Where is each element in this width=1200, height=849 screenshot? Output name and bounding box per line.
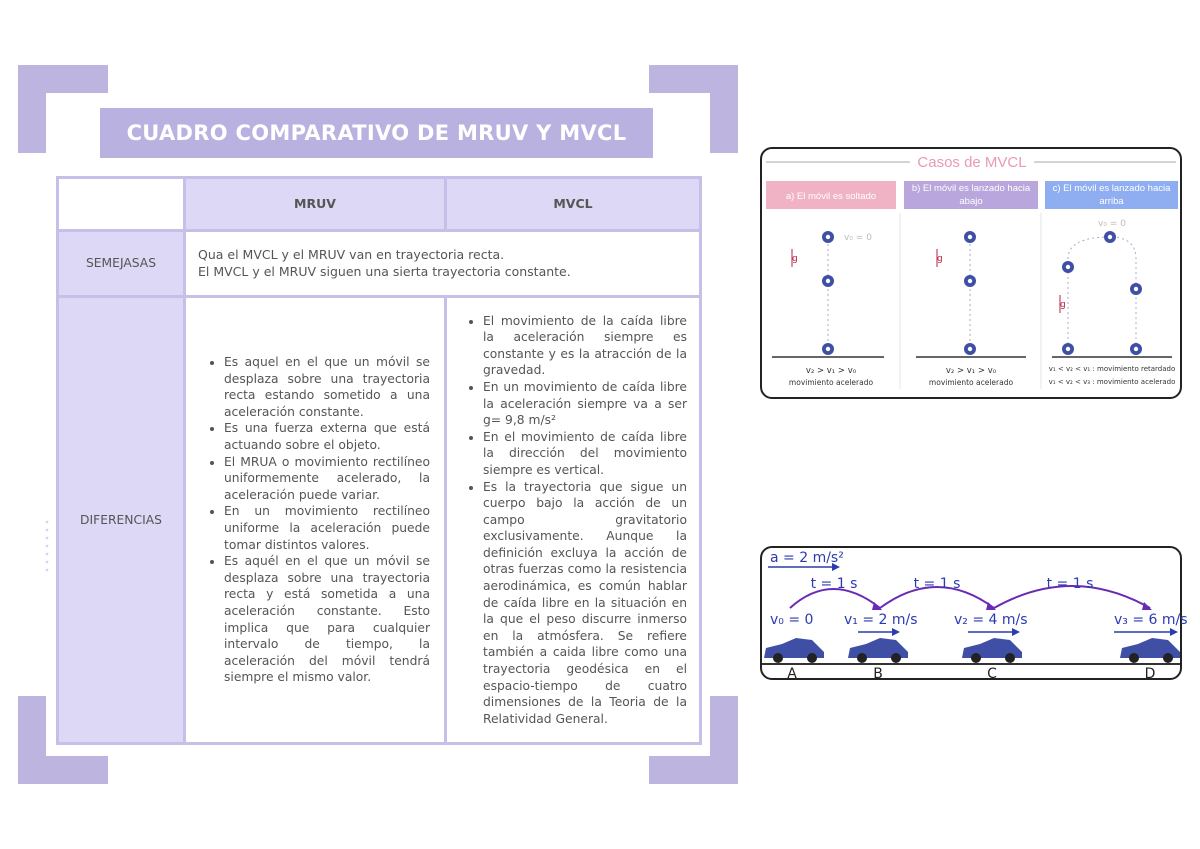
caption-b: movimiento acelerado xyxy=(928,378,1014,387)
case-b-diagram xyxy=(916,231,1026,387)
mruv-list xyxy=(208,354,430,686)
formula-b: v₂ > v₁ > v₀ xyxy=(945,366,997,376)
point-a: A xyxy=(787,666,797,682)
semejanza-line: Qua el MVCL y el MRUV van en trayectoria recta. xyxy=(198,246,505,262)
mruv-differences-cell xyxy=(185,297,446,744)
header-mvcl: MVCL xyxy=(446,178,701,231)
formula-c2: v₁ < v₂ < v₃ : movimiento acelerado xyxy=(1048,378,1176,386)
caption-a: movimiento acelerado xyxy=(788,378,874,387)
comparison-table xyxy=(56,176,702,745)
t1-label: t = 1 s xyxy=(810,576,858,592)
row-label-diferencias: DIFERENCIAS xyxy=(58,297,185,744)
car-a xyxy=(764,638,824,663)
frame-corner-top-left-v xyxy=(18,65,46,153)
car-b xyxy=(848,638,908,663)
list-item: • El movimiento de la caída libre la aceleración siempre es constante y es la atracción de la gravedad. xyxy=(483,313,687,379)
list-item: • El MRUA o movimiento rectilíneo uniformemente acelerado, la aceleración puede variar. xyxy=(224,454,430,504)
mruv-cars-svg xyxy=(762,548,1188,682)
point-b: B xyxy=(873,666,883,682)
page-title xyxy=(100,108,653,158)
g-label-a: g xyxy=(792,254,798,264)
v2-label: v₂ = 4 m/s xyxy=(954,612,1028,628)
semejanza-line: El MVCL y el MRUV siguen una sierta trayectoria constante. xyxy=(198,263,571,279)
v1-label: v₁ = 2 m/s xyxy=(844,612,918,628)
mvcl-list xyxy=(467,313,687,728)
page-title-text: CUADRO COMPARATIVO DE MRUV Y MVCL xyxy=(126,121,627,145)
table-row-diferencias xyxy=(58,297,701,744)
case-c-label: c) El móvil es lanzado hacia arriba xyxy=(1052,183,1171,207)
mvcl-cases-figure xyxy=(760,147,1182,399)
formula-c1: v₁ < v₂ < v₁ : movimiento retardado xyxy=(1048,365,1176,373)
list-item: • En un movimiento rectilíneo uniforme la aceleración puede tomar distintos valores. xyxy=(224,503,430,553)
point-d: D xyxy=(1144,666,1156,682)
table-row-semejanzas xyxy=(58,231,701,297)
case-a-diagram xyxy=(772,231,884,387)
row-label-semejanzas: SEMEJASAS xyxy=(58,231,185,297)
case-a-label: a) El móvil es soltado xyxy=(785,191,877,202)
g-label-b: g xyxy=(937,254,943,264)
mvcl-panel-title: Casos de MVCL xyxy=(917,154,1027,171)
formula-a: v₂ > v₁ > v₀ xyxy=(805,366,857,376)
v3-label: v₃ = 6 m/s xyxy=(1114,612,1188,628)
t2-label: t = 1 s xyxy=(913,576,961,592)
frame-corner-top-right-v xyxy=(710,65,738,153)
case-b-label: b) El móvil es lanzado hacia abajo xyxy=(911,183,1031,207)
list-item: • En el movimiento de caída libre la dirección del movimiento siempre es vertical. xyxy=(483,429,687,479)
v0-label-a: v₀ = 0 xyxy=(844,233,872,243)
table-header-row xyxy=(58,178,701,231)
dot-decoration xyxy=(42,518,52,574)
table-corner-cell xyxy=(58,178,185,231)
frame-corner-bottom-left-v xyxy=(18,696,46,784)
mvcl-differences-cell xyxy=(446,297,701,744)
list-item: • Es la trayectoria que sigue un cuerpo bajo la acción de un campo gravitatorio exclusivamente. Aunque la definición excluya la acción de otras fuerzas como la resistencia aerodinámica, es común hablar de caída libre en la situación en la que el peso discurre inmerso en la atmósfera. Se refiere también a caida libre como una trayectoria geodésica en el espacio-tiempo de cuatro dimensiones de la Teoria de la Relatividad General. xyxy=(483,479,687,728)
semejanzas-cell xyxy=(185,231,701,297)
case-c-diagram xyxy=(1049,219,1176,386)
list-item: • Es una fuerza externa que está actuando sobre el objeto. xyxy=(224,420,430,453)
header-mruv: MRUV xyxy=(185,178,446,231)
v0-label: v₀ = 0 xyxy=(770,612,814,628)
list-item: • Es aquél en el que un móvil se desplaza sobre una trayectoria recta y está sometida a una aceleración constante. Esto implica que para cualquier intervalo de tiempo, la aceleración del móvil tendrá siempre el mismo valor. xyxy=(224,553,430,686)
list-item: • Es aquel en el que un móvil se desplaza sobre una trayectoria recta estando sometido a una aceleración constante. xyxy=(224,354,430,420)
g-label-c: g xyxy=(1060,300,1066,310)
accel-label: a = 2 m/s² xyxy=(770,550,844,566)
point-c: C xyxy=(987,666,997,682)
car-c xyxy=(962,638,1022,663)
t3-label: t = 1 s xyxy=(1046,576,1094,592)
mvcl-cases-svg xyxy=(762,149,1180,397)
car-d xyxy=(1120,638,1180,663)
list-item: • En un movimiento de caída libre la aceleración siempre va a ser g= 9,8 m/s² xyxy=(483,379,687,429)
v0-label-c: v₀ = 0 xyxy=(1098,219,1126,229)
mruv-cars-figure xyxy=(760,546,1188,682)
frame-corner-bottom-right-v xyxy=(710,696,738,784)
